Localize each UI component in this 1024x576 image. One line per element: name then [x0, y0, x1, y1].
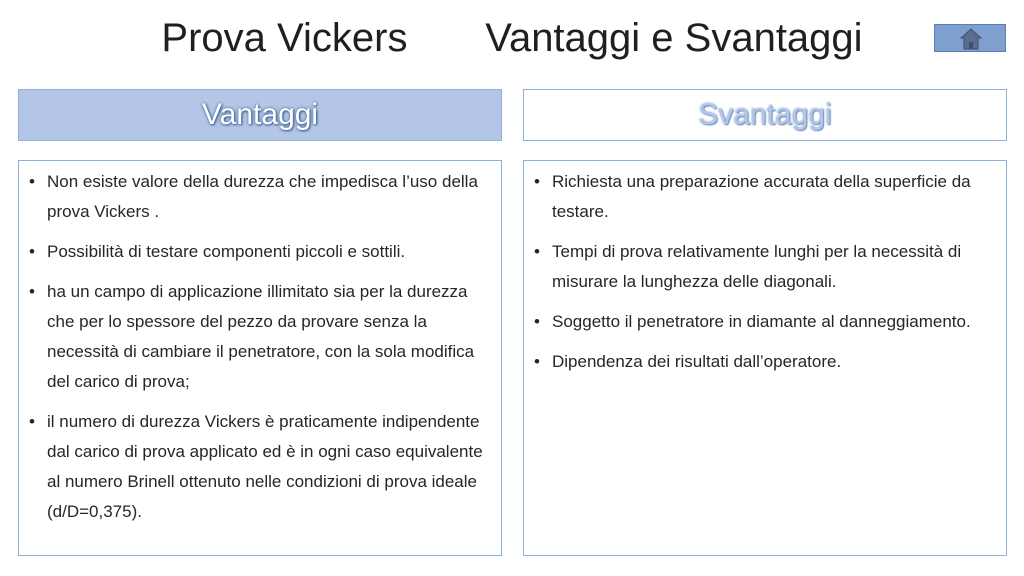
- vantaggi-item: • Possibilità di testare componenti piccoli e sottili.: [27, 237, 491, 267]
- svantaggi-item: • Tempi di prova relativamente lunghi per la necessità di misurare la lunghezza delle diagonali.: [532, 237, 996, 297]
- svantaggi-item: • Dipendenza dei risultati dall’operatore.: [532, 347, 996, 377]
- vantaggi-list: [27, 167, 491, 527]
- svantaggi-item: • Richiesta una preparazione accurata della superficie da testare.: [532, 167, 996, 227]
- svantaggi-panel: [523, 160, 1007, 556]
- vantaggi-item: • ha un campo di applicazione illimitato sia per la durezza che per lo spessore del pezzo da provare senza la necessità di cambiare il penetratore, con la sola modifica del carico di prova;: [27, 277, 491, 397]
- svantaggi-heading: Svantaggi: [523, 89, 1007, 141]
- slide-title: Prova Vickers Vantaggi e Svantaggi: [161, 16, 863, 60]
- vantaggi-item: • Non esiste valore della durezza che impedisca l’uso della prova Vickers .: [27, 167, 491, 227]
- svantaggi-list: [532, 167, 996, 377]
- vantaggi-heading: Vantaggi: [18, 89, 502, 141]
- home-button[interactable]: [934, 24, 1006, 52]
- vantaggi-panel: [18, 160, 502, 556]
- home-icon: [960, 28, 982, 50]
- svantaggi-item: • Soggetto il penetratore in diamante al danneggiamento.: [532, 307, 996, 337]
- vantaggi-item: • il numero di durezza Vickers è praticamente indipendente dal carico di prova applicato ed è in ogni caso equivalente al numero Brinell ottenuto nelle condizioni di prova ideale (d/D=0,375).: [27, 407, 491, 527]
